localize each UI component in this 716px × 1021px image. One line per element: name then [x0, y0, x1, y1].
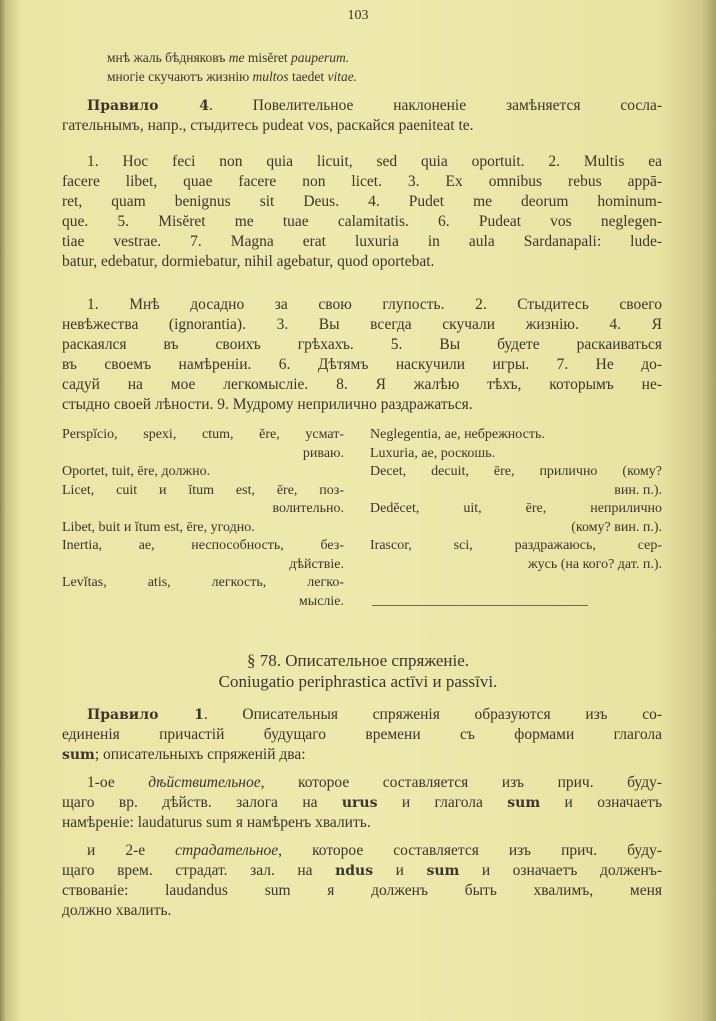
text-line — [62, 793, 662, 813]
active-periphrastic-paragraph — [62, 773, 662, 833]
text-run: ствованіе: laudandus sum я долженъ быть хвалимъ, меня — [62, 882, 662, 899]
text-run: tiae vestrae. 7. Magna erat luxuria in aula Sardanapali: lude- — [62, 233, 662, 250]
text-line — [62, 773, 662, 793]
text-line — [62, 375, 662, 395]
vocabulary-right-column — [370, 426, 662, 574]
text-line — [62, 96, 662, 116]
text-line — [62, 232, 662, 252]
text-run: многіе скучаютъ жизнію — [107, 69, 253, 84]
text-run: гательнымъ, напр., стыдитесь pudeat vos, раскайся paeniteat te. — [62, 117, 474, 134]
text-run: sum — [507, 795, 541, 811]
text-run: , которое составляется изъ прич. буду- — [278, 842, 663, 859]
text-run: должно хвалить. — [62, 902, 172, 919]
text-line — [62, 745, 662, 765]
text-line — [62, 355, 662, 375]
vocab-entry-continuation: дѣйствіе. — [289, 556, 344, 572]
text-run: . Описательныя спряженія образуются изъ со- — [203, 706, 662, 723]
text-run: ; описательныхъ спряженій два: — [94, 746, 306, 763]
text-line — [62, 315, 662, 335]
latin-exercise — [62, 152, 662, 272]
text-line — [107, 67, 607, 86]
text-run: намѣреніе: laudaturus sum я намѣренъ хвалить. — [62, 814, 371, 831]
text-line — [62, 813, 662, 833]
text-line — [62, 252, 662, 272]
text-run: sum — [426, 863, 460, 879]
text-run: и глагола — [377, 794, 508, 811]
vocab-entry: Perspĭcio, spexi, ctum, ĕre, усмат- — [62, 427, 344, 442]
text-line — [62, 881, 662, 901]
text-line — [62, 212, 662, 232]
vocab-entry: Oportet, tuit, ēre, должно. — [62, 464, 211, 479]
vocab-entry: Luxuria, ae, роскошь. — [370, 445, 496, 461]
rule-1-paragraph — [62, 705, 662, 765]
text-run: pauperum. — [290, 50, 350, 65]
vocab-entry: Levĭtas, atis, легкость, легко- — [62, 575, 344, 590]
vocab-entry-continuation: мысліе. — [298, 593, 344, 609]
vocab-entry: Irascor, sci, раздражаюсь, сер- — [370, 538, 662, 553]
text-line — [62, 395, 662, 415]
text-run: невѣжества (ignorantia). 3. Вы всегда скучали жизнію. 4. Я — [62, 316, 662, 333]
text-run: и 2-е — [87, 842, 176, 859]
text-run: 1. Hoc feci non quia licuit, sed quia oportuit. 2. Multis ea — [87, 153, 662, 170]
text-run: стыдно своей лѣности. 9. Мудрому неприлично раздражаться. — [62, 396, 473, 413]
text-run: urus — [341, 795, 378, 811]
text-run: ret, quam benignus sit Deus. 4. Pudet me deorum hominum- — [62, 193, 662, 210]
text-run: Правило 4 — [87, 98, 210, 114]
text-line — [62, 335, 662, 355]
text-run: раскаялся въ своихъ грѣхахъ. 5. Вы будете раскаиваться — [62, 336, 662, 353]
text-run: и означаетъ — [540, 794, 662, 811]
vocab-entry-continuation: жусь (на кого? дат. п.). — [527, 556, 662, 572]
vocab-entry: Libet, buit и ĭtum est, ēre, угодно. — [62, 519, 255, 535]
text-run: multos — [252, 69, 289, 84]
section-title: § 78. Описательное спряженіе. — [246, 651, 470, 670]
text-line — [62, 705, 662, 725]
text-run: sum — [62, 747, 95, 763]
example-sentences — [107, 48, 607, 86]
vocab-entry: Dedĕcet, uit, ēre, неприлично — [370, 501, 662, 516]
text-run: 1. Мнѣ досадно за свою глупость. 2. Стыдитесь своего — [87, 296, 662, 313]
text-run: . Повелительное наклоненіе замѣняется сосла- — [209, 97, 662, 114]
text-run: садуй на мое легкомысліе. 8. Я жалѣю тѣхъ, которымъ не- — [62, 376, 662, 393]
text-run: дѣйствительное — [148, 774, 261, 791]
text-line — [62, 841, 662, 861]
passive-periphrastic-paragraph — [62, 841, 662, 921]
text-line — [107, 48, 607, 67]
text-line — [62, 861, 662, 881]
vocab-entry: Neglegentia, ae, небрежность. — [370, 427, 545, 442]
section-subtitle: Coniugatio periphrastica actīvi и passīvi. — [218, 672, 498, 691]
text-run: que. 5. Misĕret me tuae calamitatis. 6. Pudeat vos neglegen- — [62, 213, 662, 230]
text-run: щаго вр. дѣйств. залога на — [62, 794, 342, 811]
text-run: мнѣ жаль бѣдняковъ — [107, 50, 229, 65]
text-line — [62, 152, 662, 172]
rule-4-paragraph — [62, 96, 662, 136]
vocabulary-left-column — [62, 426, 344, 611]
vocab-entry: Inertia, ae, неспособность, без- — [62, 538, 344, 553]
vocab-entry-continuation: волительно. — [272, 501, 344, 516]
text-run: vitae. — [327, 69, 358, 84]
text-run: facere libet, quae facere non licet. 3. Ex omnibus rebus appā- — [62, 173, 662, 190]
text-run: щаго врем. страдат. зал. на — [62, 862, 336, 879]
vocab-entry-continuation: риваю. — [302, 445, 344, 461]
text-line — [62, 172, 662, 192]
text-run: въ своемъ намѣреніи. 6. Дѣтямъ наскучили игры. 7. Не до- — [62, 356, 662, 373]
vocab-entry: Decet, decuit, ēre, прилично (кому? — [370, 464, 662, 479]
text-run: страдательное — [175, 842, 279, 859]
text-run: , которое составляется изъ прич. буду- — [260, 774, 662, 791]
text-run: Правило 1 — [87, 707, 204, 723]
vocab-entry-continuation: вин. п.). — [614, 482, 662, 498]
text-line — [62, 116, 662, 136]
text-run: taedet — [288, 69, 328, 84]
section-heading — [0, 650, 716, 692]
text-run: ndus — [335, 863, 374, 879]
text-run: и означаетъ долженъ- — [459, 862, 663, 879]
text-line — [62, 725, 662, 745]
text-run: единенія причастій будущаго времени съ формами глагола — [62, 726, 662, 743]
text-line — [62, 192, 662, 212]
text-line — [62, 901, 662, 921]
text-run: и — [373, 862, 427, 879]
vocab-entry: Licet, cuit и ĭtum est, ēre, поз- — [62, 482, 344, 498]
text-line — [62, 295, 662, 315]
text-run: me — [228, 50, 245, 65]
text-run: misĕret — [244, 50, 291, 65]
vocab-entry-continuation: (кому? вин. п.). — [571, 519, 662, 535]
text-run: batur, edebatur, dormiebatur, nihil agebatur, quod oportebat. — [62, 253, 435, 270]
russian-exercise — [62, 295, 662, 415]
divider-rule — [372, 605, 588, 606]
text-run: 1-ое — [87, 774, 149, 791]
page-number: 103 — [347, 8, 369, 23]
